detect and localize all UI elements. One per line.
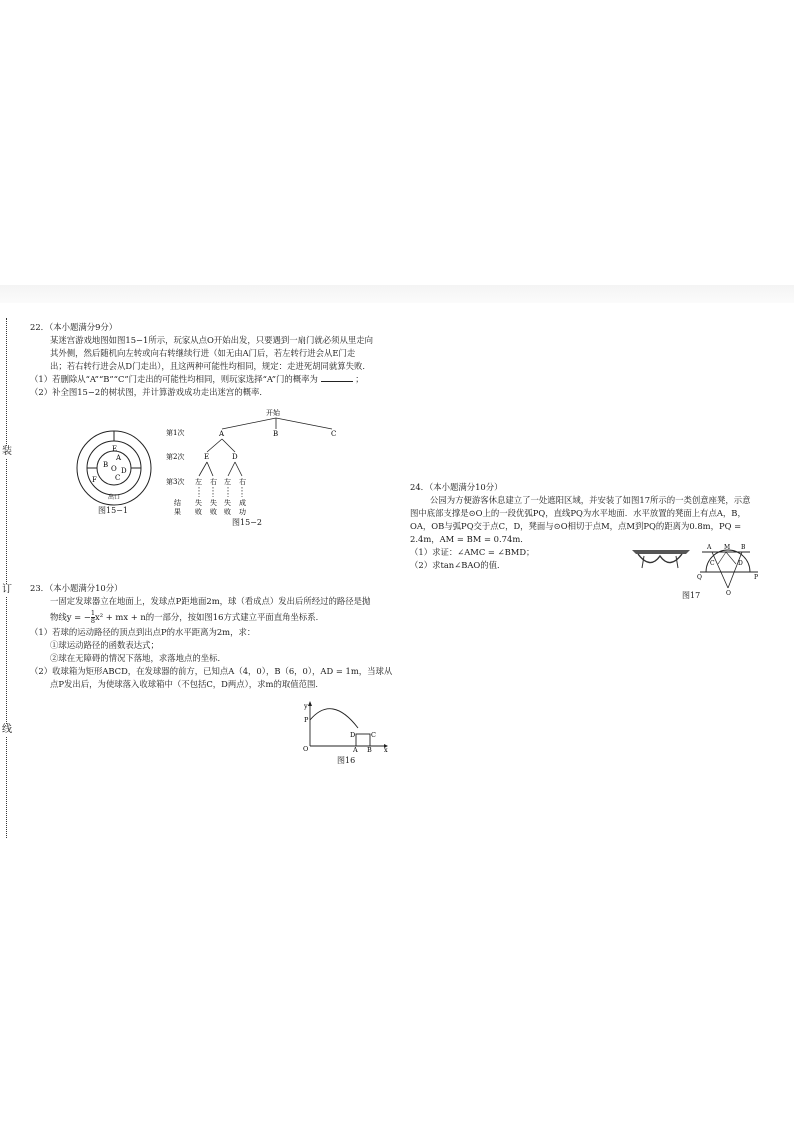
question-text: 物线y = − bbox=[50, 612, 91, 622]
sub-question-2: （2）收球箱为矩形ABCD，在发球器的前方，已知点A（4，0），B（6，0），AD = 1m，当球从 bbox=[30, 666, 393, 676]
question-text: 其外侧，然后随机向左转或向右转继续行进（如无由A门后，若左转行进会从E门走 bbox=[50, 348, 356, 358]
maze-label: F bbox=[92, 476, 97, 484]
binding-char: 线 bbox=[2, 724, 12, 735]
figure-17-geometry bbox=[696, 542, 762, 596]
sub-question-2: （2）补全图15−2的树状图，并计算游戏成功走出迷宫的概率． bbox=[30, 387, 268, 397]
question-23 bbox=[30, 582, 392, 691]
sub-question-part: ②球在无障碍的情况下落地，求落地点的坐标． bbox=[50, 653, 226, 663]
point-label-p: P bbox=[754, 574, 759, 581]
sub-question-1: （1）求证：∠AMC = ∠BMD； bbox=[410, 547, 535, 557]
question-22 bbox=[30, 321, 373, 399]
tree-outcome: 失 bbox=[224, 499, 231, 507]
sub-question-text: ； bbox=[355, 374, 364, 384]
question-text: 一固定发球器立在地面上，发球点P距地面2m，球（看成点）发出后所经过的路径是抛 bbox=[50, 596, 371, 606]
question-text: 公园为方便游客休息建立了一处遮阳区域，并安装了如图17所示的一类创意座凳，示意 bbox=[430, 495, 751, 505]
figure-caption: 图15−1 bbox=[98, 506, 128, 515]
tree-node: 右 bbox=[210, 478, 217, 486]
tree-node: A bbox=[219, 430, 225, 438]
tree-node: 右 bbox=[239, 478, 246, 486]
tree-outcome: 失 bbox=[210, 499, 217, 507]
axis-label-x: x bbox=[384, 746, 388, 752]
figure-caption: 图17 bbox=[682, 591, 701, 600]
maze-label: D bbox=[121, 467, 127, 475]
maze-label: O bbox=[111, 465, 117, 473]
question-text bbox=[30, 608, 392, 626]
tree-node: 左 bbox=[195, 478, 202, 486]
binding-char: 装 bbox=[2, 446, 12, 457]
tree-outcome-head: 结 bbox=[174, 499, 181, 507]
maze-exit-label: 出口 bbox=[108, 494, 121, 501]
question-text: 2.4m，AM = BM = 0.74m． bbox=[410, 534, 529, 544]
tree-node: C bbox=[331, 430, 337, 438]
question-text: 图中底部支撑是⊙O上的一段优弧PQ，直线PQ为水平地面．水平放置的凳面上有点A，B， bbox=[410, 508, 746, 518]
fraction: $\frac{1}{8}$ bbox=[90, 609, 95, 625]
point-label-c: C bbox=[710, 560, 715, 567]
figure-caption: 图16 bbox=[337, 756, 356, 765]
tree-outcome: 功 bbox=[239, 508, 246, 516]
point-label-a: A bbox=[353, 746, 358, 752]
point-label-d: D bbox=[350, 731, 356, 739]
scan-shadow bbox=[0, 285, 794, 303]
point-label-o: O bbox=[726, 590, 731, 596]
maze-label: A bbox=[116, 454, 122, 462]
tree-level-label: 第3次 bbox=[166, 478, 185, 486]
origin-label: O bbox=[303, 745, 309, 752]
tree-outcome: 失 bbox=[195, 499, 202, 507]
point-label-b: B bbox=[741, 544, 746, 551]
figure-caption: 图15−2 bbox=[232, 518, 262, 527]
maze-label: E bbox=[112, 445, 118, 453]
point-label-q: Q bbox=[697, 574, 702, 581]
point-label-m: M bbox=[724, 544, 731, 551]
tree-node: B bbox=[273, 430, 279, 438]
tree-outcome: 败 bbox=[224, 508, 231, 516]
answer-blank[interactable] bbox=[321, 381, 353, 382]
question-title: 24．（本小题满分10分） bbox=[410, 482, 503, 492]
bench-illustration bbox=[630, 544, 692, 574]
figure-15-2-tree bbox=[160, 404, 370, 526]
point-label-d: D bbox=[738, 560, 743, 567]
sub-question-1: （1）若球的运动路径的顶点到出点P的水平距离为2m，求： bbox=[30, 627, 256, 637]
maze-label: C bbox=[115, 474, 121, 482]
question-title: 22．（本小题满分9分） bbox=[30, 322, 118, 332]
tree-root: 开始 bbox=[266, 409, 280, 417]
axis-label-y: y bbox=[304, 702, 308, 710]
question-text: 出；若右转行进会从D门走出），且这两种可能性均相同，规定：走进死胡同就算失败． bbox=[50, 361, 371, 371]
point-label-p: P bbox=[304, 716, 309, 724]
question-title: 23．（本小题满分10分） bbox=[30, 583, 123, 593]
sub-question-text: （1）若删除从“A”“B”“C”门走出的可能性均相同，则玩家选择“A”门的概率为 bbox=[30, 374, 318, 384]
sub-question-part: ①球运动路径的函数表达式； bbox=[50, 640, 159, 650]
point-label-c: C bbox=[371, 731, 376, 739]
question-text: 某迷宫游戏地图如图15−1所示，玩家从点O开始出发，只要遇到一扇门就必须从里走向 bbox=[50, 335, 373, 345]
sub-question-2: （2）求tan∠BAO的值． bbox=[410, 560, 506, 570]
tree-level-label: 第2次 bbox=[166, 453, 185, 461]
tree-level-label: 第1次 bbox=[166, 429, 185, 437]
figure-16-graph bbox=[300, 700, 390, 752]
binding-line bbox=[6, 318, 7, 838]
tree-node: D bbox=[232, 453, 238, 461]
question-text: OA，OB与弧PQ交于点C，D，凳面与⊙O相切于点M，点M到PQ的距离为0.8m，PQ = bbox=[410, 521, 742, 531]
maze-label: B bbox=[103, 461, 109, 469]
tree-node: 左 bbox=[224, 478, 231, 486]
point-label-a: A bbox=[707, 544, 712, 551]
point-label-b: B bbox=[367, 746, 372, 752]
tree-outcome-head: 果 bbox=[174, 508, 181, 516]
binding-char: 订 bbox=[2, 584, 12, 595]
tree-outcome: 败 bbox=[195, 508, 202, 516]
tree-node: E bbox=[204, 453, 210, 461]
tree-outcome: 败 bbox=[210, 508, 217, 516]
sub-question-2-cont: 点P发出后，为使球落入收球箱中（不包括C，D两点），求m的取值范围． bbox=[50, 679, 324, 689]
tree-outcome: 成 bbox=[239, 499, 246, 507]
sub-question-1 bbox=[30, 373, 373, 386]
question-text: x² + mx + n的一部分，按如图16方式建立平面直角坐标系． bbox=[94, 612, 324, 622]
